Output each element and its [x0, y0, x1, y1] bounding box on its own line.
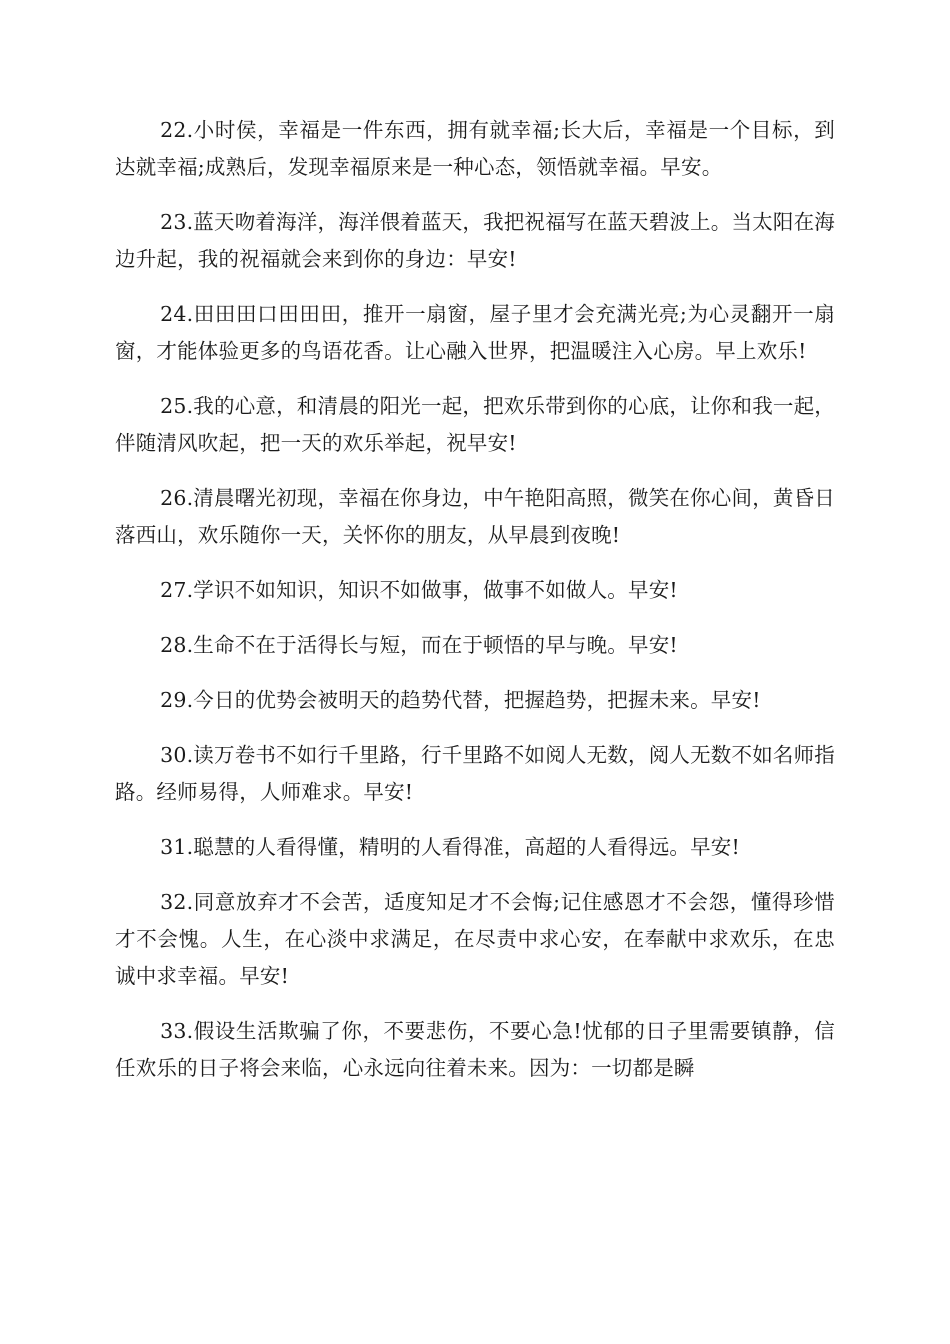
paragraph-29: 29.今日的优势会被明天的趋势代替，把握趋势，把握未来。早安! — [160, 688, 761, 712]
paragraph-25: 25.我的心意，和清晨的阳光一起，把欢乐带到你的心底，让你和我一起，伴随清风吹起，把一天的欢乐举起，祝早安! — [115, 394, 835, 455]
paragraph-24: 24.田田田口田田田，推开一扇窗，屋子里才会充满光亮;为心灵翻开一扇窗，才能体验更多的鸟语花香。让心融入世界，把温暖注入心房。早上欢乐! — [115, 302, 835, 363]
document-body — [115, 112, 835, 1105]
paragraph-28: 28.生命不在于活得长与短，而在于顿悟的早与晚。早安! — [160, 633, 678, 657]
paragraph-26: 26.清晨曙光初现，幸福在你身边，中午艳阳高照，微笑在你心间，黄昏日落西山，欢乐随你一天，关怀你的朋友，从早晨到夜晚! — [115, 486, 835, 547]
paragraph-33: 33.假设生活欺骗了你，不要悲伤，不要心急!忧郁的日子里需要镇静，信任欢乐的日子将会来临，心永远向往着未来。因为：一切都是瞬 — [115, 1019, 835, 1080]
paragraph-30: 30.读万卷书不如行千里路，行千里路不如阅人无数，阅人无数不如名师指路。经师易得，人师难求。早安! — [115, 743, 835, 804]
paragraph-32: 32.同意放弃才不会苦，适度知足才不会悔;记住感恩才不会怨，懂得珍惜才不会愧。人生，在心淡中求满足，在尽责中求心安，在奉献中求欢乐，在忠诚中求幸福。早安! — [115, 890, 835, 988]
paragraph-27: 27.学识不如知识，知识不如做事，做事不如做人。早安! — [160, 578, 678, 602]
paragraph-31: 31.聪慧的人看得懂，精明的人看得准，高超的人看得远。早安! — [160, 835, 740, 859]
paragraph-23: 23.蓝天吻着海洋，海洋偎着蓝天，我把祝福写在蓝天碧波上。当太阳在海边升起，我的祝福就会来到你的身边：早安! — [115, 210, 835, 271]
paragraph-22: 22.小时侯，幸福是一件东西，拥有就幸福;长大后，幸福是一个目标，到达就幸福;成熟后，发现幸福原来是一种心态，领悟就幸福。早安。 — [115, 118, 835, 179]
